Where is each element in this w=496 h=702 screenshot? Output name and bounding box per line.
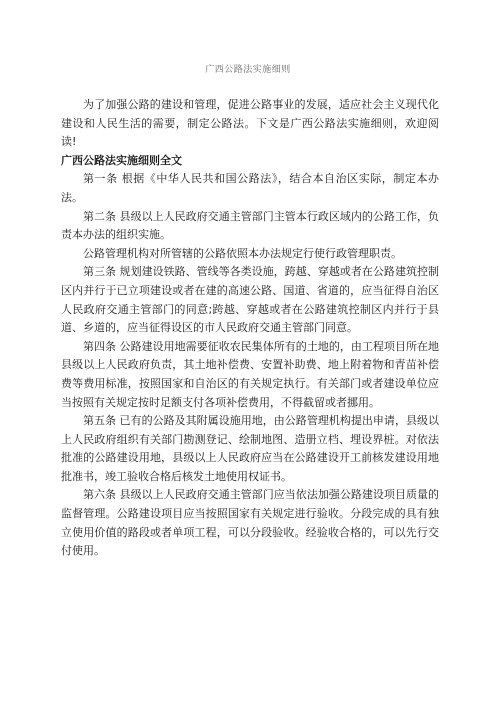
intro-paragraph: 为了加强公路的建设和管理，促进公路事业的发展，适应社会主义现代化建设和人民生活的需要，制定公路法。下文是广西公路法实施细则，欢迎阅读! (61, 98, 439, 149)
article-paragraph: 第三条 规划建设铁路、管线等各类设施，跨越、穿越或者在公路建筑控制区内并行于已立项建设或者在建的高速公路、国道、省道的，应当征得自治区人民政府交通主管部门的同意;跨越、穿越或者在公路建筑控制区内并行于县道、乡道的，应当征得设区的市人民政府交通主管部门同意。 (61, 265, 439, 335)
article-paragraph: 第二条 县级以上人民政府交通主管部门主管本行政区域内的公路工作，负责本办法的组织实施。 (61, 209, 439, 242)
article-paragraph: 第一条 根据《中华人民共和国公路法》，结合本自治区实际，制定本办法。 (61, 172, 439, 204)
article-paragraph: 第四条 公路建设用地需要征收农民集体所有的土地的，由工程项目所在地县级以上人民政府负责，其土地补偿费、安置补助费、地上附着物和青苗补偿费等费用标准，按照国家和自治区的有关规定执行。有关部门或者建设单位应当按照有关规定按时足额支付各项补偿费用，不得截留或者挪用。 (61, 339, 439, 409)
article-paragraph: 第六条 县级以上人民政府交通主管部门应当依法加强公路建设项目质量的监督管理。公路建设项目应当按照国家有关规定进行验收。分段完成的具有独立使用价值的路段或者单项工程，可以分段验收。经验收合格的，可以先行交付使用。 (61, 488, 439, 558)
section-title: 广西公路法实施细则全文 (61, 153, 182, 167)
article-paragraph: 公路管理机构对所管辖的公路依照本办法规定行使行政管理职责。 (83, 246, 402, 260)
article-paragraph: 第五条 已有的公路及其附属设施用地，由公路管理机构提出申请，县级以上人民政府组织有关部门勘测登记、绘制地图、造册立档、埋设界桩。对依法批准的公路建设用地，县级以上人民政府应当在公路建设开工前核发建设用地批准书，竣工验收合格后核发土地使用权证书。 (61, 414, 439, 483)
page-header-title: 广西公路法实施细则 (205, 65, 291, 75)
document-body (61, 96, 439, 561)
